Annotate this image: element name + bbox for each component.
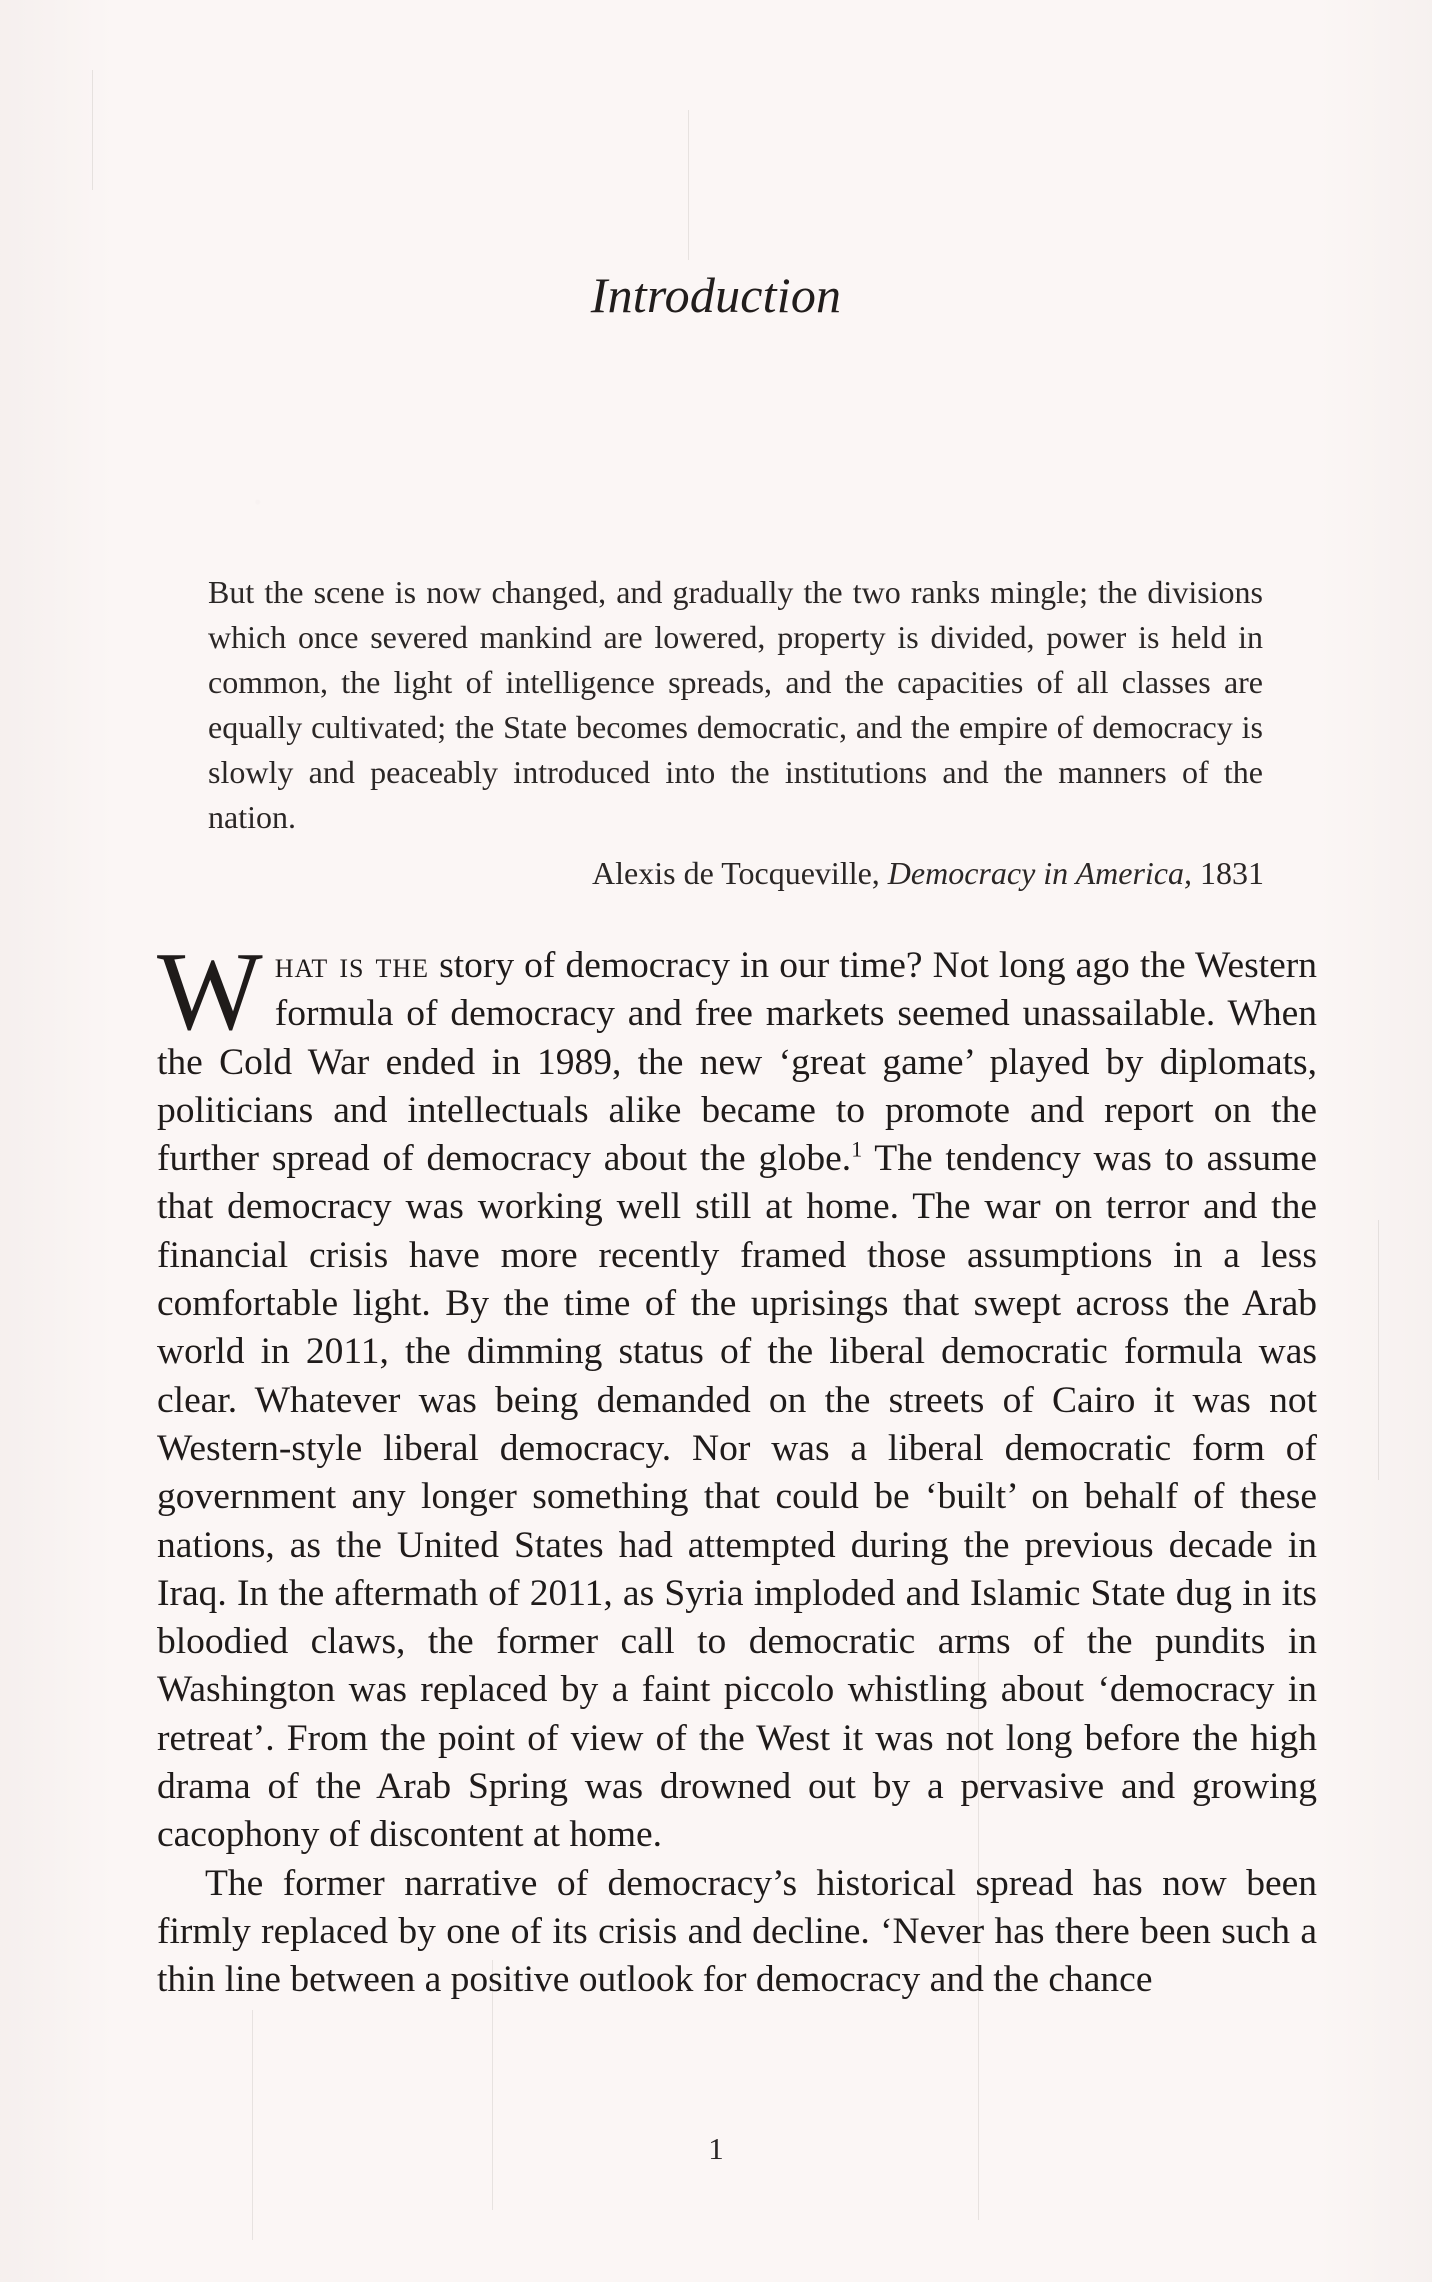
footnote-marker: 1: [851, 1136, 863, 1162]
chapter-title: Introduction: [590, 267, 842, 323]
page-number: 1: [708, 2131, 724, 2166]
first-paragraph-text-before-note: story of democracy in our time? Not long ago the Western formula of democracy and free markets seemed unassailable. When the Cold War ended in 1989, the new ‘great game’ played by diplomats, politicians and intellectuals alike became to promote and report on the further spread of democracy about the globe.: [157, 945, 1317, 1180]
scan-mark: [1378, 1220, 1379, 1480]
first-paragraph: [157, 930, 1318, 1860]
epigraph-work: Democracy in America,: [887, 855, 1192, 891]
opening-small-caps: hat is the: [274, 945, 430, 986]
scan-mark: [688, 110, 689, 260]
drop-cap: W: [157, 930, 263, 1054]
first-paragraph-text-after-note: The tendency was to assume that democracy was working well still at home. The war on terror and the financial crisis have more recently framed those assumptions in a less comfortable light. By the time of the uprisings that swept across the Arab world in 2011, the dimming status of the liberal democratic formula was clear. Whatever was being demanded on the streets of Cairo it was not Western-style liberal democracy. Nor was a liberal democratic form of government any longer something that could be ‘built’ on behalf of these nations, as the United States had attempted during the previous decade in Iraq. In the aftermath of 2011, as Syria imploded and Islamic State dug in its bloodied claws, the former call to democratic arms of the pundits in Washington was replaced by a faint piccolo whistling about ‘democracy in retreat’. From the point of view of the West it was not long before the high drama of the Arab Spring was drowned out by a pervasive and growing cacophony of discontent at home.: [157, 1138, 1318, 1856]
epigraph-text: But the scene is now changed, and gradually the two ranks mingle; the divisions which once severed mankind are lowered, property is divided, power is held in common, the light of intelligence spreads, and the capacities of all classes are equally cultivated; the State becomes democratic, and the empire of democracy is slowly and peaceably introduced into the institutions and the manners of the nation.: [208, 574, 1263, 835]
scan-mark: [92, 70, 93, 190]
epigraph: [208, 570, 1263, 840]
epigraph-author: Alexis de Tocqueville,: [592, 855, 880, 891]
second-paragraph: The former narrative of democracy’s historical spread has now been firmly replaced by one of its crisis and decline. ‘Never has there been such a thin line between a positive outlook for democracy and the chance: [157, 1862, 1317, 2001]
epigraph-attribution: [592, 851, 1264, 896]
scan-mark: [252, 2010, 253, 2240]
epigraph-year: 1831: [1200, 855, 1264, 891]
main-body-text: [157, 930, 1318, 2005]
